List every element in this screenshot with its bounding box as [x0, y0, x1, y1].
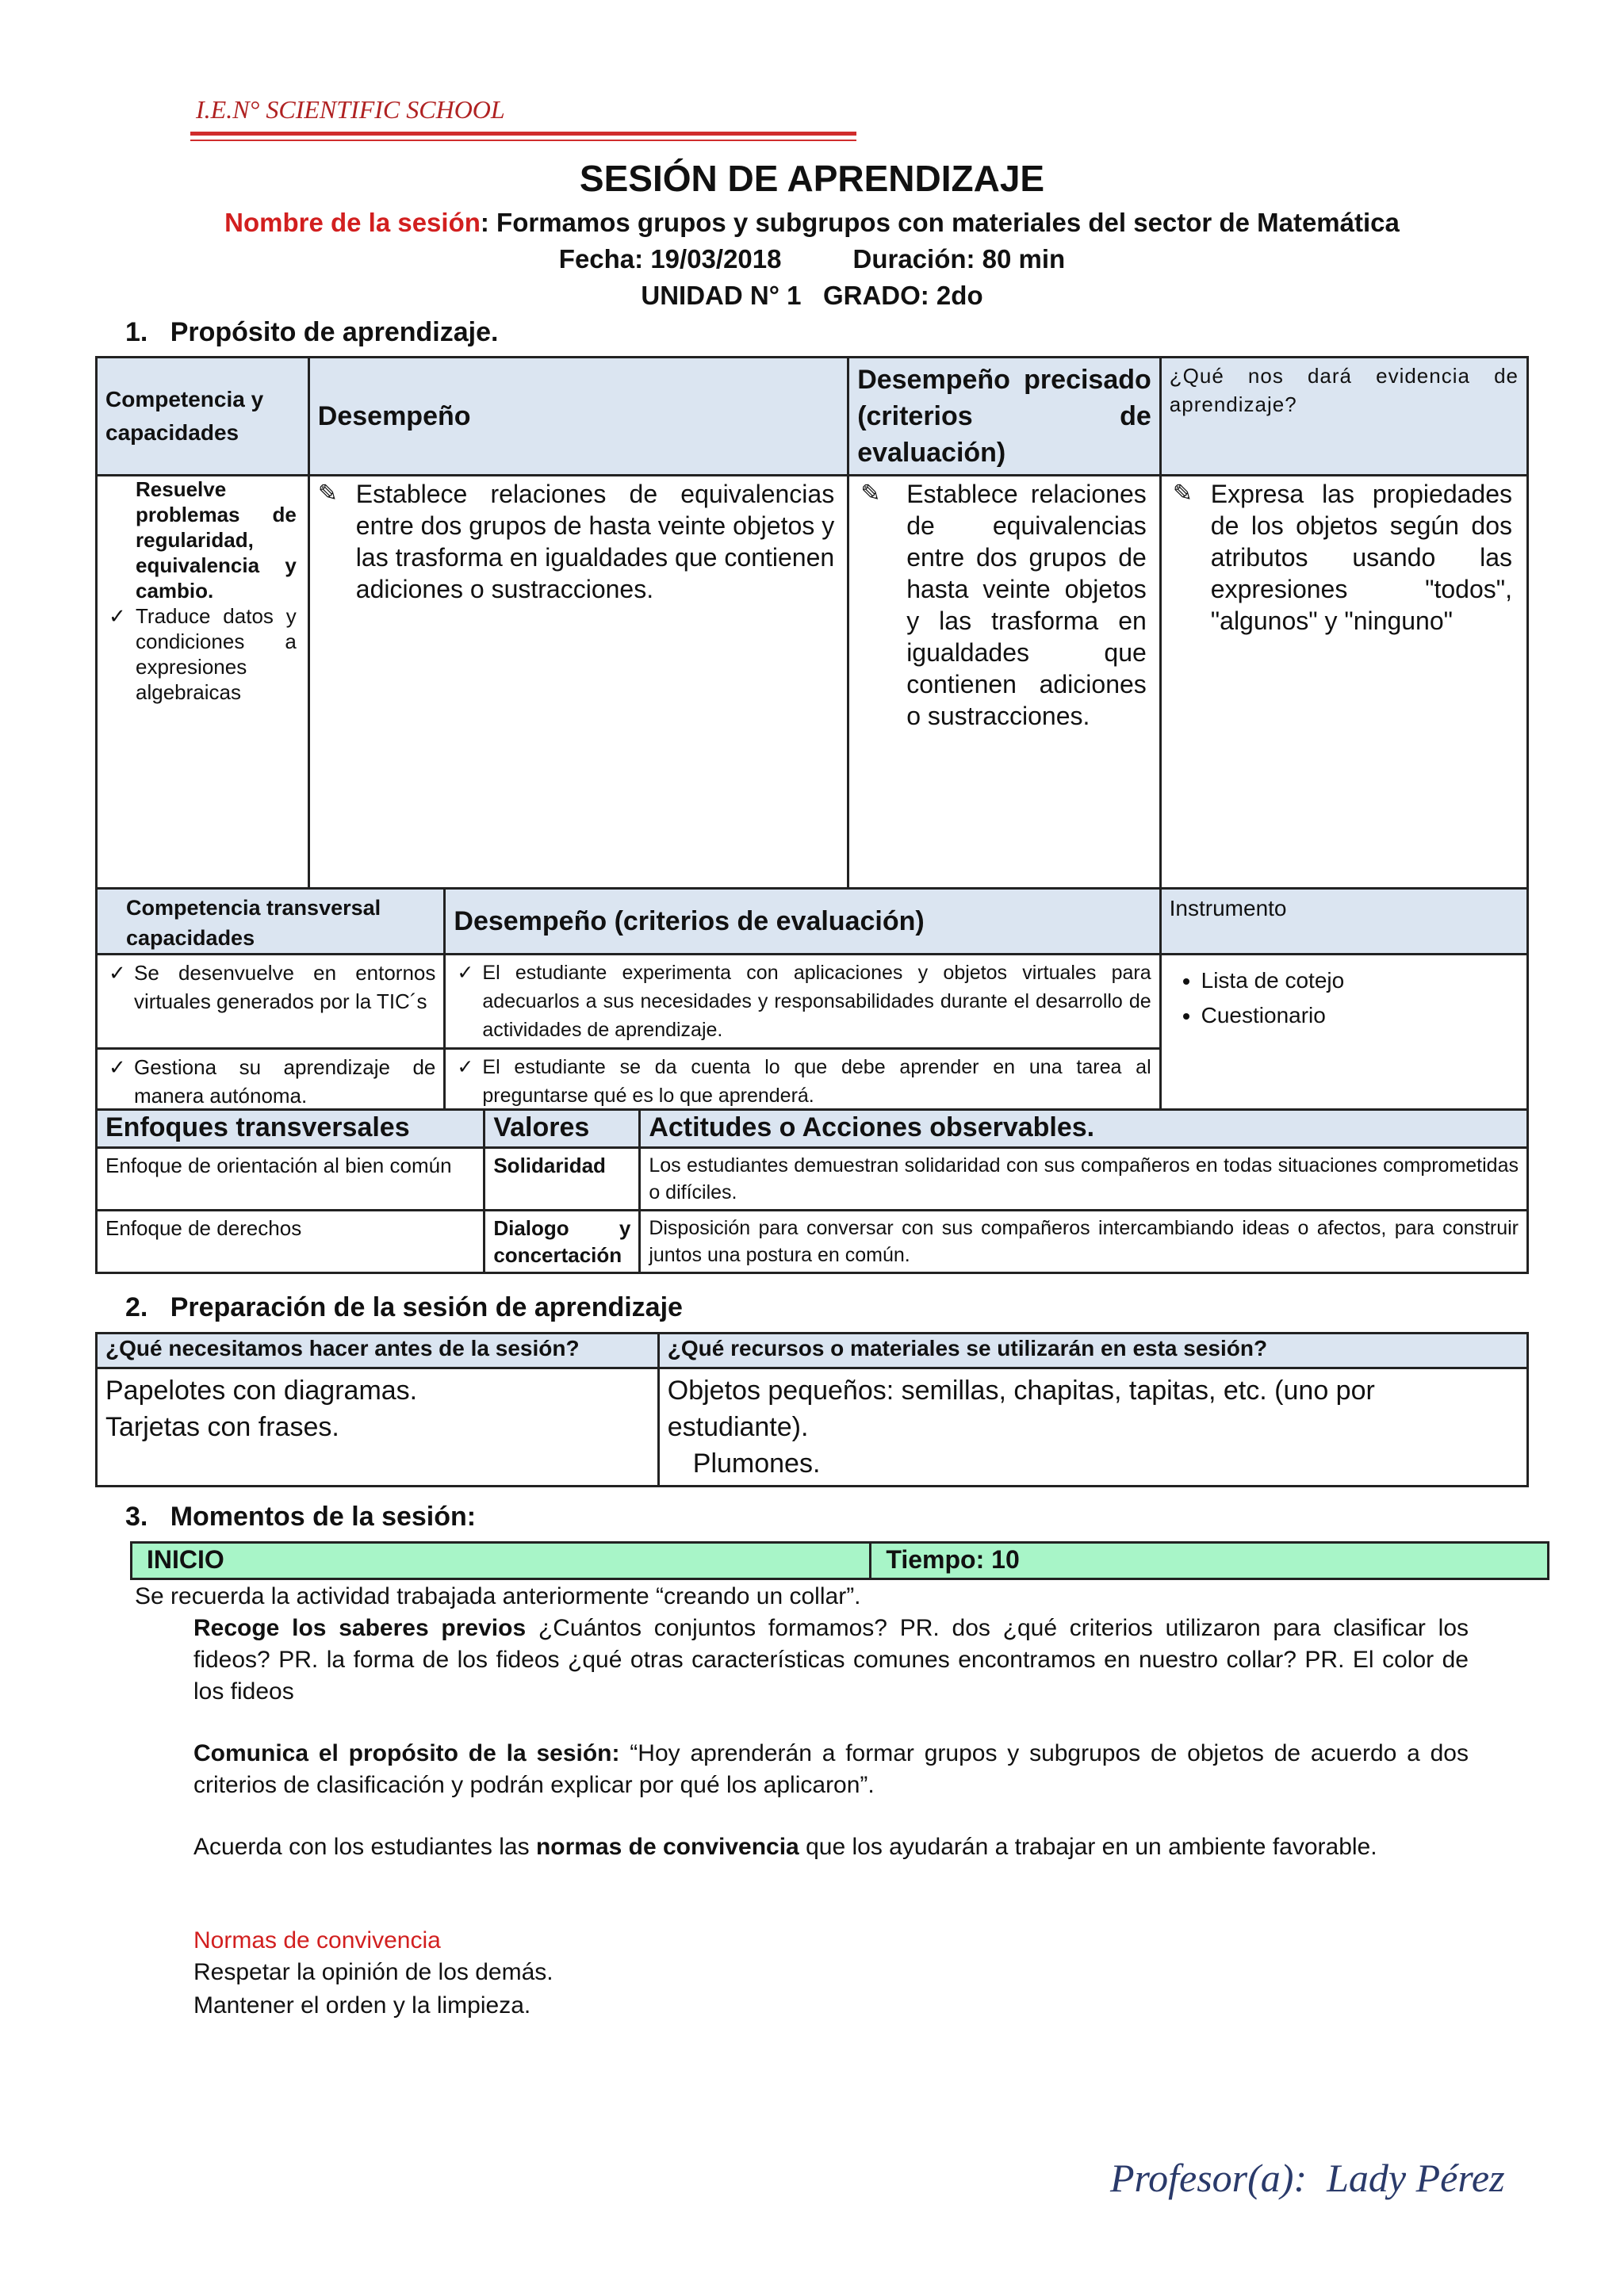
fecha: Fecha: 19/03/2018 — [558, 244, 782, 274]
normas-label: normas de convivencia — [535, 1834, 799, 1860]
session-name — [0, 208, 1624, 238]
instrumento-item: • Lista de cotejo — [1201, 965, 1519, 997]
duracion: Duración: 80 min — [852, 244, 1066, 274]
transversal-desempeno-1: ✓ El estudiante experimenta con aplicaciones y objetos virtuales para adecuarlos a sus necesidades y responsabilidades durante el desarrollo de actividades de aprendizaje. — [445, 955, 1160, 1049]
header-valores: Valores — [485, 1110, 640, 1148]
header-precisado: Desempeño precisado (criterios de evaluación) — [848, 358, 1161, 476]
desempeno-text: Establece relaciones de equivalencias entre dos grupos de hasta veinte objetos y las trasforma en igualdades que contienen adiciones o sustracciones. — [355, 480, 835, 603]
proposito-sesion: Comunica el propósito de la sesión: “Hoy aprenderán a formar grupos y subgrupos de objetos de acuerdo a dos criterios de clasificación y podrán explicar por qué los aplicaron”. — [193, 1740, 1469, 1798]
check-icon: ✓ — [109, 961, 126, 985]
header-transversal: Competencia transversal capacidades — [97, 889, 445, 955]
proposito-label: Comunica el propósito de la sesión: — [193, 1740, 620, 1766]
check-icon: ✓ — [109, 1055, 126, 1079]
section2-title: 2. Preparación de la sesión de aprendizaje — [125, 1292, 683, 1322]
preparacion-table — [95, 1332, 1529, 1487]
header-antes: ¿Qué necesitamos hacer antes de la sesión? — [97, 1334, 659, 1368]
header-instrumento: Instrumento — [1160, 889, 1527, 955]
school-name: I.E.N° SCIENTIFIC SCHOOL — [196, 95, 505, 124]
precisado-text: Establece relaciones de equivalencias entre dos grupos de hasta veinte objetos y las trasforma en igualdades que contienen adiciones o sustracciones. — [906, 480, 1147, 730]
valor-1: Solidaridad — [485, 1148, 640, 1211]
transversal-competencia-1: ✓ Se desenvuelve en entornos virtuales generados por la TIC´s — [97, 955, 445, 1049]
saberes-label: Recoge los saberes previos — [193, 1615, 527, 1641]
competencia-cell — [97, 476, 309, 894]
enfoque-1: Enfoque de orientación al bien común — [97, 1148, 485, 1211]
saberes-previos: Recoge los saberes previos ¿Cuántos conjuntos formamos? PR. dos ¿qué criterios utilizaron para clasificar los fideos? PR. la forma de los fideos ¿qué otras características comunes encontramos en nuestro collar? PR. El color de los fideos — [193, 1615, 1469, 1705]
check-icon: ✓ — [457, 1056, 474, 1078]
inicio-label: INICIO — [132, 1543, 871, 1579]
session-label: Nombre de la sesión — [224, 208, 481, 237]
proposito-table — [95, 356, 1529, 895]
transversal-table — [95, 887, 1529, 1115]
recuerda-text: Se recuerda la actividad trabajada anteriormente “creando un collar”. — [135, 1583, 861, 1609]
header-transversal-desempeno: Desempeño (criterios de evaluación) — [445, 889, 1160, 955]
inicio-bar — [130, 1541, 1549, 1580]
valor-2: Dialogo y concertación — [485, 1211, 640, 1273]
header-rule-bottom — [190, 140, 856, 141]
instrumento-cell — [1160, 955, 1527, 1115]
session-name-text: : Formamos grupos y subgrupos con materiales del sector de Matemática — [480, 208, 1400, 237]
transversal-desempeno-2: ✓ El estudiante se da cuenta lo que debe aprender en una tarea al preguntarse qué es lo que aprenderá. — [445, 1049, 1160, 1115]
enfoque-2: Enfoque de derechos — [97, 1211, 485, 1273]
enfoques-table — [95, 1108, 1529, 1274]
unidad-grado: UNIDAD N° 1 GRADO: 2do — [641, 281, 983, 310]
header-competencia: Competencia y capacidades — [97, 358, 309, 476]
antes-item: Papelotes con diagramas. — [105, 1376, 418, 1406]
header-evidencia: ¿Qué nos dará evidencia de aprendizaje? — [1160, 358, 1527, 476]
recursos-item: Plumones. — [692, 1448, 821, 1479]
evidencia-text: Expresa las propiedades de los objetos según dos atributos usando las expresiones "todos", "algunos" y "ninguno" — [1210, 480, 1512, 635]
header-rule-top — [190, 132, 856, 136]
page-title: SESIÓN DE APRENDIZAJE — [579, 158, 1045, 199]
check-icon: ✓ — [457, 962, 474, 984]
norma-item: Respetar la opinión de los demás. — [193, 1959, 553, 1985]
competencia-bold: Resuelve problemas de regularidad, equivalencia y cambio. — [136, 477, 297, 603]
actitud-1: Los estudiantes demuestran solidaridad con sus compañeros en todas situaciones comprometidas o difíciles. — [640, 1148, 1528, 1211]
norma-item: Mantener el orden y la limpieza. — [193, 1992, 531, 2019]
precisado-cell — [848, 476, 1161, 894]
section1-title: 1. Propósito de aprendizaje. — [125, 317, 499, 347]
evidencia-cell — [1160, 476, 1527, 894]
normas-acuerdo: Acuerda con los estudiantes las normas de convivencia que los ayudarán a trabajar en un ambiente favorable. — [193, 1834, 1377, 1860]
header-enfoques: Enfoques transversales — [97, 1110, 485, 1148]
normas-title: Normas de convivencia — [193, 1927, 441, 1954]
header-desempeno: Desempeño — [308, 358, 848, 476]
date-duration — [0, 244, 1624, 274]
instrumento-item: • Cuestionario — [1201, 1000, 1519, 1031]
teacher-signature: Profesor(a): Lady Pérez — [1110, 2156, 1505, 2200]
pencil-icon: ✎ — [317, 480, 338, 507]
check-icon: ✓ — [109, 604, 126, 628]
transversal-competencia-2: ✓ Gestiona su aprendizaje de manera autónoma. — [97, 1049, 445, 1115]
pencil-icon: ✎ — [860, 480, 881, 507]
antes-item: Tarjetas con frases. — [105, 1412, 339, 1442]
header-recursos: ¿Qué recursos o materiales se utilizarán en esta sesión? — [658, 1334, 1527, 1368]
pencil-icon: ✎ — [1172, 480, 1193, 507]
desempeno-cell — [308, 476, 848, 894]
recursos-item: Objetos pequeños: semillas, chapitas, tapitas, etc. (uno por estudiante). — [667, 1376, 1375, 1442]
recursos-cell — [658, 1368, 1527, 1487]
section3-title: 3. Momentos de la sesión: — [125, 1502, 477, 1532]
header-actitudes: Actitudes o Acciones observables. — [640, 1110, 1528, 1148]
competencia-item: ✓ Traduce datos y condiciones a expresiones algebraicas — [109, 604, 297, 704]
actitud-2: Disposición para conversar con sus compañeros intercambiando ideas o afectos, para construir juntos una postura en común. — [640, 1211, 1528, 1273]
tiempo-label: Tiempo: 10 — [871, 1543, 1549, 1579]
antes-cell — [97, 1368, 659, 1487]
